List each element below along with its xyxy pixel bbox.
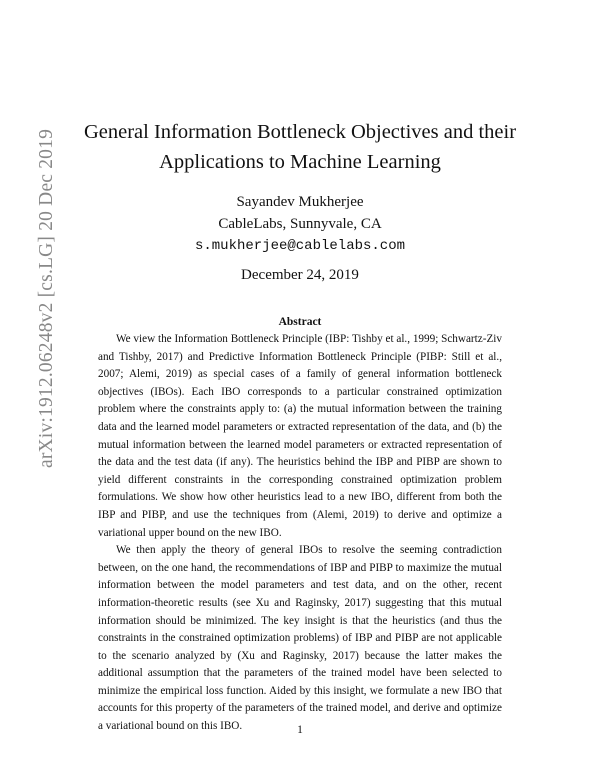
abstract-paragraph-2: We then apply the theory of general IBOs to resolve the seeming contradiction between, on the one hand, the recommendations of IBP and PIBP to maximize the mutual information between the model parameters and test data, and on the other, recent information-theoretic results (see Xu and Raginsky, 2017) suggesting that this mutual information should be minimized. The key insight is that the heuristics (and thus the constraints in the constrained optimization problems) of IBP and PIBP are not applicable to the scenario analyzed by (Xu and Raginsky, 2017) because the latter makes the additional assumption that the parameters of the trained model have been selected to minimize the empirical loss function. Aided by this insight, we formulate a new IBO that accounts for this property of the parameters of the trained model, and derive and optimize a variational bound on this IBO.: [98, 544, 502, 733]
abstract-body: [98, 331, 502, 736]
arxiv-identifier-text: arXiv:1912.06248v2 [cs.LG] 20 Dec 2019: [36, 128, 57, 468]
abstract-heading: Abstract: [278, 316, 322, 328]
page-number: 1: [297, 724, 303, 736]
author-email: s.mukherjee@cablelabs.com: [194, 238, 406, 254]
paper-title-line-1: General Information Bottleneck Objectives and their: [83, 121, 517, 143]
paper-title-line-2: Applications to Machine Learning: [159, 151, 441, 173]
author-name: Sayandev Mukherjee: [236, 194, 364, 210]
author-affiliation: CableLabs, Sunnyvale, CA: [218, 216, 382, 232]
abstract-paragraph-1: We view the Information Bottleneck Principle (IBP: Tishby et al., 1999; Schwartz-Ziv and Tishby, 2017) and Predictive Information Bottleneck Principle (PIBP: Still et al., 2007; Alemi, 2019) as special cases of a family of general information bottleneck objectives (IBOs). Each IBO corresponds to a particular constrained optimization problem where the constraints apply to: (a) the mutual information between the training data and the learned model parameters or extracted representation of the data, and (b) the mutual information between the learned model parameters or extracted representation of the data and the test data (if any). The heuristics behind the IBP and PIBP are shown to yield different constraints in the corresponding constrained optimization problem formulations. We show how other heuristics lead to a new IBO, different from both the IBP and PIBP, and use the techniques from (Alemi, 2019) to derive and optimize a variational upper bound on the new IBO.: [98, 333, 502, 539]
publication-date: December 24, 2019: [241, 267, 359, 283]
paper-title: [60, 117, 540, 177]
